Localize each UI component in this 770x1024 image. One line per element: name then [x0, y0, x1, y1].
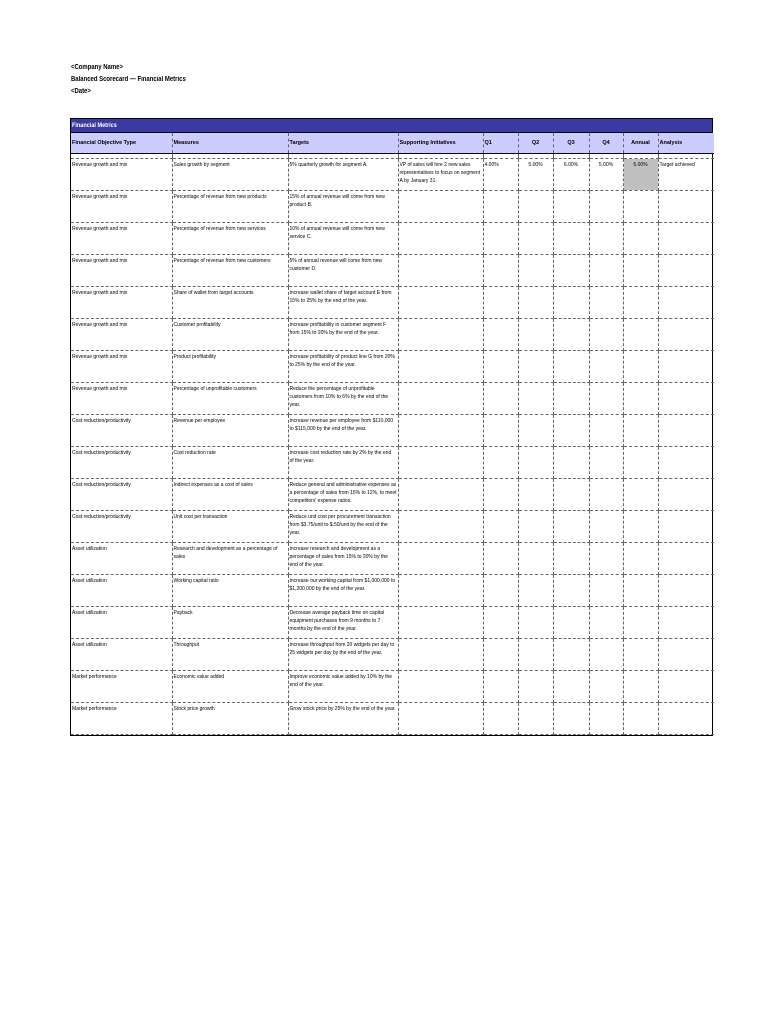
- cell-target[interactable]: Decrease average payback time on capital equipment purchases from 9 months to 7 months by the end of the year.: [288, 607, 398, 639]
- column-header-row: [71, 133, 714, 154]
- cell-target[interactable]: Increase cost reduction rate by 2% by the end of the year.: [288, 447, 398, 479]
- table-row: [71, 671, 714, 703]
- cell-q4[interactable]: [589, 255, 623, 287]
- cell-q2[interactable]: [518, 607, 553, 639]
- table-row: [71, 191, 714, 223]
- col-header-initiatives: Supporting Initiatives: [398, 133, 483, 154]
- cell-annual[interactable]: [623, 351, 658, 383]
- table-row: [71, 383, 714, 415]
- cell-initiative[interactable]: [398, 415, 483, 447]
- cell-q3[interactable]: [553, 447, 589, 479]
- table-row: [71, 287, 714, 319]
- cell-q2[interactable]: [518, 383, 553, 415]
- cell-annual[interactable]: [623, 543, 658, 575]
- cell-q3[interactable]: [553, 223, 589, 255]
- cell-q3[interactable]: [553, 287, 589, 319]
- cell-q2[interactable]: [518, 479, 553, 511]
- cell-type[interactable]: Revenue growth and mix: [71, 351, 172, 383]
- cell-analysis[interactable]: [658, 447, 714, 479]
- cell-analysis[interactable]: [658, 575, 714, 607]
- cell-annual[interactable]: [623, 479, 658, 511]
- table-row: [71, 543, 714, 575]
- cell-annual[interactable]: [623, 255, 658, 287]
- cell-target[interactable]: 5% quarterly growth for segment A.: [288, 159, 398, 191]
- cell-measure[interactable]: Customer profitability: [172, 319, 288, 351]
- cell-annual[interactable]: [623, 223, 658, 255]
- cell-q3[interactable]: [553, 191, 589, 223]
- cell-q4[interactable]: [589, 287, 623, 319]
- cell-type[interactable]: Asset utilization: [71, 543, 172, 575]
- col-header-q4: Q4: [589, 133, 623, 154]
- company-name: <Company Name>: [71, 64, 123, 71]
- cell-q1[interactable]: [483, 479, 518, 511]
- table-row: [71, 607, 714, 639]
- cell-initiative[interactable]: [398, 639, 483, 671]
- cell-q1[interactable]: [483, 255, 518, 287]
- cell-initiative[interactable]: [398, 479, 483, 511]
- cell-q1[interactable]: [483, 703, 518, 735]
- cell-annual[interactable]: [623, 383, 658, 415]
- cell-q3[interactable]: [553, 479, 589, 511]
- cell-initiative[interactable]: [398, 351, 483, 383]
- cell-analysis[interactable]: [658, 351, 714, 383]
- cell-initiative[interactable]: [398, 511, 483, 543]
- cell-q1[interactable]: [483, 415, 518, 447]
- table-row: [71, 255, 714, 287]
- cell-q1[interactable]: [483, 287, 518, 319]
- section-title: Financial Metrics: [71, 119, 712, 133]
- cell-annual[interactable]: [623, 319, 658, 351]
- cell-initiative[interactable]: [398, 607, 483, 639]
- cell-analysis[interactable]: [658, 415, 714, 447]
- table-row: [71, 415, 714, 447]
- table-row: [71, 639, 714, 671]
- cell-q1[interactable]: 4.00%: [483, 159, 518, 191]
- cell-q3[interactable]: [553, 703, 589, 735]
- cell-analysis[interactable]: [658, 511, 714, 543]
- cell-q3[interactable]: [553, 543, 589, 575]
- table-row: [71, 223, 714, 255]
- cell-analysis[interactable]: [658, 607, 714, 639]
- cell-q4[interactable]: [589, 191, 623, 223]
- cell-target[interactable]: Increase profitability in customer segment F from 15% to 20% by the end of the year.: [288, 319, 398, 351]
- cell-type[interactable]: Asset utilization: [71, 639, 172, 671]
- cell-analysis[interactable]: [658, 639, 714, 671]
- cell-measure[interactable]: Economic value added: [172, 671, 288, 703]
- cell-q3[interactable]: [553, 319, 589, 351]
- cell-initiative[interactable]: [398, 191, 483, 223]
- cell-q4[interactable]: [589, 671, 623, 703]
- cell-q3[interactable]: [553, 383, 589, 415]
- cell-q4[interactable]: [589, 703, 623, 735]
- cell-type[interactable]: Revenue growth and mix: [71, 223, 172, 255]
- cell-analysis[interactable]: [658, 223, 714, 255]
- cell-q1[interactable]: [483, 543, 518, 575]
- cell-type[interactable]: Cost reduction/productivity: [71, 415, 172, 447]
- cell-type[interactable]: Market performance: [71, 703, 172, 735]
- cell-q2[interactable]: [518, 255, 553, 287]
- cell-initiative[interactable]: [398, 447, 483, 479]
- col-header-q3: Q3: [553, 133, 589, 154]
- cell-analysis[interactable]: [658, 287, 714, 319]
- cell-q1[interactable]: [483, 319, 518, 351]
- cell-type[interactable]: Asset utilization: [71, 607, 172, 639]
- cell-q1[interactable]: [483, 511, 518, 543]
- table-row: [71, 159, 714, 191]
- cell-annual[interactable]: [623, 703, 658, 735]
- cell-type[interactable]: Revenue growth and mix: [71, 383, 172, 415]
- cell-annual[interactable]: [623, 191, 658, 223]
- cell-annual[interactable]: [623, 511, 658, 543]
- cell-q2[interactable]: [518, 511, 553, 543]
- table-row: [71, 479, 714, 511]
- cell-analysis[interactable]: [658, 383, 714, 415]
- cell-measure[interactable]: Sales growth by segment: [172, 159, 288, 191]
- cell-measure[interactable]: Cost reduction rate: [172, 447, 288, 479]
- cell-q2[interactable]: [518, 639, 553, 671]
- table-row: [71, 319, 714, 351]
- cell-analysis[interactable]: [658, 543, 714, 575]
- cell-type[interactable]: Revenue growth and mix: [71, 191, 172, 223]
- metrics-table: [71, 133, 714, 735]
- cell-target[interactable]: Grow stock price by 25% by the end of the year.: [288, 703, 398, 735]
- cell-type[interactable]: Asset utilization: [71, 575, 172, 607]
- cell-measure[interactable]: Percentage of revenue from new customers: [172, 255, 288, 287]
- cell-q4[interactable]: [589, 415, 623, 447]
- cell-annual[interactable]: [623, 287, 658, 319]
- cell-analysis[interactable]: [658, 479, 714, 511]
- cell-analysis[interactable]: Target achieved: [658, 159, 714, 191]
- cell-q1[interactable]: [483, 639, 518, 671]
- cell-measure[interactable]: Research and development as a percentage of sales: [172, 543, 288, 575]
- cell-analysis[interactable]: [658, 671, 714, 703]
- col-header-analysis: Analysis: [658, 133, 714, 154]
- cell-annual[interactable]: [623, 575, 658, 607]
- cell-q3[interactable]: [553, 415, 589, 447]
- cell-annual[interactable]: [623, 607, 658, 639]
- cell-q1[interactable]: [483, 383, 518, 415]
- cell-type[interactable]: Cost reduction/productivity: [71, 479, 172, 511]
- cell-q4[interactable]: [589, 479, 623, 511]
- cell-q1[interactable]: [483, 447, 518, 479]
- table-row: [71, 511, 714, 543]
- cell-q2[interactable]: 5.00%: [518, 159, 553, 191]
- cell-measure[interactable]: Share of wallet from target accounts: [172, 287, 288, 319]
- cell-annual[interactable]: [623, 415, 658, 447]
- cell-measure[interactable]: Product profitability: [172, 351, 288, 383]
- cell-type[interactable]: Cost reduction/productivity: [71, 447, 172, 479]
- cell-q2[interactable]: [518, 319, 553, 351]
- table-row: [71, 447, 714, 479]
- cell-type[interactable]: Revenue growth and mix: [71, 255, 172, 287]
- cell-target[interactable]: 5% of annual revenue will come from new customer D.: [288, 255, 398, 287]
- cell-q2[interactable]: [518, 415, 553, 447]
- cell-q1[interactable]: [483, 351, 518, 383]
- cell-annual[interactable]: 5.00%: [623, 159, 658, 191]
- cell-q4[interactable]: [589, 223, 623, 255]
- cell-measure[interactable]: Throughput: [172, 639, 288, 671]
- cell-initiative[interactable]: [398, 671, 483, 703]
- cell-q2[interactable]: [518, 671, 553, 703]
- document-title: Balanced Scorecard — Financial Metrics: [71, 76, 186, 83]
- table-row: [71, 703, 714, 735]
- cell-initiative[interactable]: [398, 543, 483, 575]
- cell-analysis[interactable]: [658, 703, 714, 735]
- cell-type[interactable]: Revenue growth and mix: [71, 159, 172, 191]
- cell-analysis[interactable]: [658, 191, 714, 223]
- document-header: [71, 62, 206, 98]
- cell-q2[interactable]: [518, 287, 553, 319]
- cell-type[interactable]: Cost reduction/productivity: [71, 511, 172, 543]
- cell-measure[interactable]: Working capital ratio: [172, 575, 288, 607]
- cell-q4[interactable]: [589, 543, 623, 575]
- cell-target[interactable]: Improve economic value added by 10% by the end of the year.: [288, 671, 398, 703]
- cell-q4[interactable]: [589, 511, 623, 543]
- cell-q2[interactable]: [518, 191, 553, 223]
- cell-q1[interactable]: [483, 607, 518, 639]
- cell-q2[interactable]: [518, 575, 553, 607]
- cell-q4[interactable]: 5.00%: [589, 159, 623, 191]
- cell-initiative[interactable]: [398, 255, 483, 287]
- cell-target[interactable]: Increase our working capital from $1,000,000 to $1,200,000 by the end of the year.: [288, 575, 398, 607]
- cell-q4[interactable]: [589, 639, 623, 671]
- cell-initiative[interactable]: [398, 575, 483, 607]
- cell-q3[interactable]: [553, 671, 589, 703]
- cell-q3[interactable]: [553, 511, 589, 543]
- cell-annual[interactable]: [623, 671, 658, 703]
- cell-target[interactable]: Increase profitability of product line G from 20% to 25% by the end of the year.: [288, 351, 398, 383]
- cell-annual[interactable]: [623, 447, 658, 479]
- cell-target[interactable]: Increase wallet share of target account E from 15% to 25% by the end of the year.: [288, 287, 398, 319]
- cell-q3[interactable]: [553, 639, 589, 671]
- cell-type[interactable]: Market performance: [71, 671, 172, 703]
- cell-target[interactable]: 10% of annual revenue will come from new service C.: [288, 223, 398, 255]
- document-date: <Date>: [71, 88, 91, 95]
- col-header-targets: Targets: [288, 133, 398, 154]
- cell-initiative[interactable]: [398, 703, 483, 735]
- cell-q2[interactable]: [518, 703, 553, 735]
- cell-q4[interactable]: [589, 319, 623, 351]
- cell-target[interactable]: Reduce general and administrative expenses as a percentage of sales from 15% to 12%, to meet competitors' expense ratios.: [288, 479, 398, 511]
- cell-initiative[interactable]: [398, 223, 483, 255]
- cell-measure[interactable]: Stock price growth: [172, 703, 288, 735]
- cell-q4[interactable]: [589, 351, 623, 383]
- cell-measure[interactable]: Percentage of revenue from new products: [172, 191, 288, 223]
- table-row: [71, 351, 714, 383]
- cell-q2[interactable]: [518, 223, 553, 255]
- cell-q1[interactable]: [483, 671, 518, 703]
- col-header-q2: Q2: [518, 133, 553, 154]
- cell-target[interactable]: 15% of annual revenue will come from new product B.: [288, 191, 398, 223]
- cell-initiative[interactable]: VP of sales will hire 2 new sales representatives to focus on segment A by January 31.: [398, 159, 483, 191]
- cell-initiative[interactable]: [398, 319, 483, 351]
- cell-q4[interactable]: [589, 575, 623, 607]
- cell-type[interactable]: Revenue growth and mix: [71, 287, 172, 319]
- cell-q1[interactable]: [483, 575, 518, 607]
- cell-measure[interactable]: Indirect expenses as a cost of sales: [172, 479, 288, 511]
- col-header-annual: Annual: [623, 133, 658, 154]
- cell-q4[interactable]: [589, 447, 623, 479]
- cell-q4[interactable]: [589, 383, 623, 415]
- cell-q3[interactable]: [553, 351, 589, 383]
- cell-measure[interactable]: Percentage of unprofitable customers: [172, 383, 288, 415]
- cell-target[interactable]: Increase revenue per employee from $110,000 to $115,000 by the end of the year.: [288, 415, 398, 447]
- cell-q3[interactable]: [553, 575, 589, 607]
- cell-target[interactable]: Reduce unit cost per procurement transaction from $3.75/unit to $.50/unit by the end of the year.: [288, 511, 398, 543]
- col-header-q1: Q1: [483, 133, 518, 154]
- cell-target[interactable]: Reduce the percentage of unprofitable customers from 10% to 6% by the end of the year.: [288, 383, 398, 415]
- financial-metrics-sheet: [70, 118, 713, 736]
- cell-initiative[interactable]: [398, 287, 483, 319]
- cell-q2[interactable]: [518, 447, 553, 479]
- cell-measure[interactable]: Unit cost per transaction: [172, 511, 288, 543]
- cell-analysis[interactable]: [658, 255, 714, 287]
- cell-q3[interactable]: 6.00%: [553, 159, 589, 191]
- cell-initiative[interactable]: [398, 383, 483, 415]
- cell-q3[interactable]: [553, 607, 589, 639]
- cell-measure[interactable]: Payback: [172, 607, 288, 639]
- cell-q2[interactable]: [518, 543, 553, 575]
- table-row: [71, 575, 714, 607]
- cell-annual[interactable]: [623, 639, 658, 671]
- cell-type[interactable]: Revenue growth and mix: [71, 319, 172, 351]
- col-header-measures: Measures: [172, 133, 288, 154]
- cell-q2[interactable]: [518, 351, 553, 383]
- cell-target[interactable]: Increase throughput from 20 widgets per day to 25 widgets per day by the end of the year.: [288, 639, 398, 671]
- cell-target[interactable]: Increase research and development as a percentage of sales from 15% to 20% by the end of the year.: [288, 543, 398, 575]
- col-header-type: Financial Objective Type: [71, 133, 172, 154]
- cell-q4[interactable]: [589, 607, 623, 639]
- cell-q1[interactable]: [483, 191, 518, 223]
- cell-analysis[interactable]: [658, 319, 714, 351]
- cell-measure[interactable]: Percentage of revenue from new services: [172, 223, 288, 255]
- cell-q3[interactable]: [553, 255, 589, 287]
- cell-q1[interactable]: [483, 223, 518, 255]
- cell-measure[interactable]: Revenue per employee: [172, 415, 288, 447]
